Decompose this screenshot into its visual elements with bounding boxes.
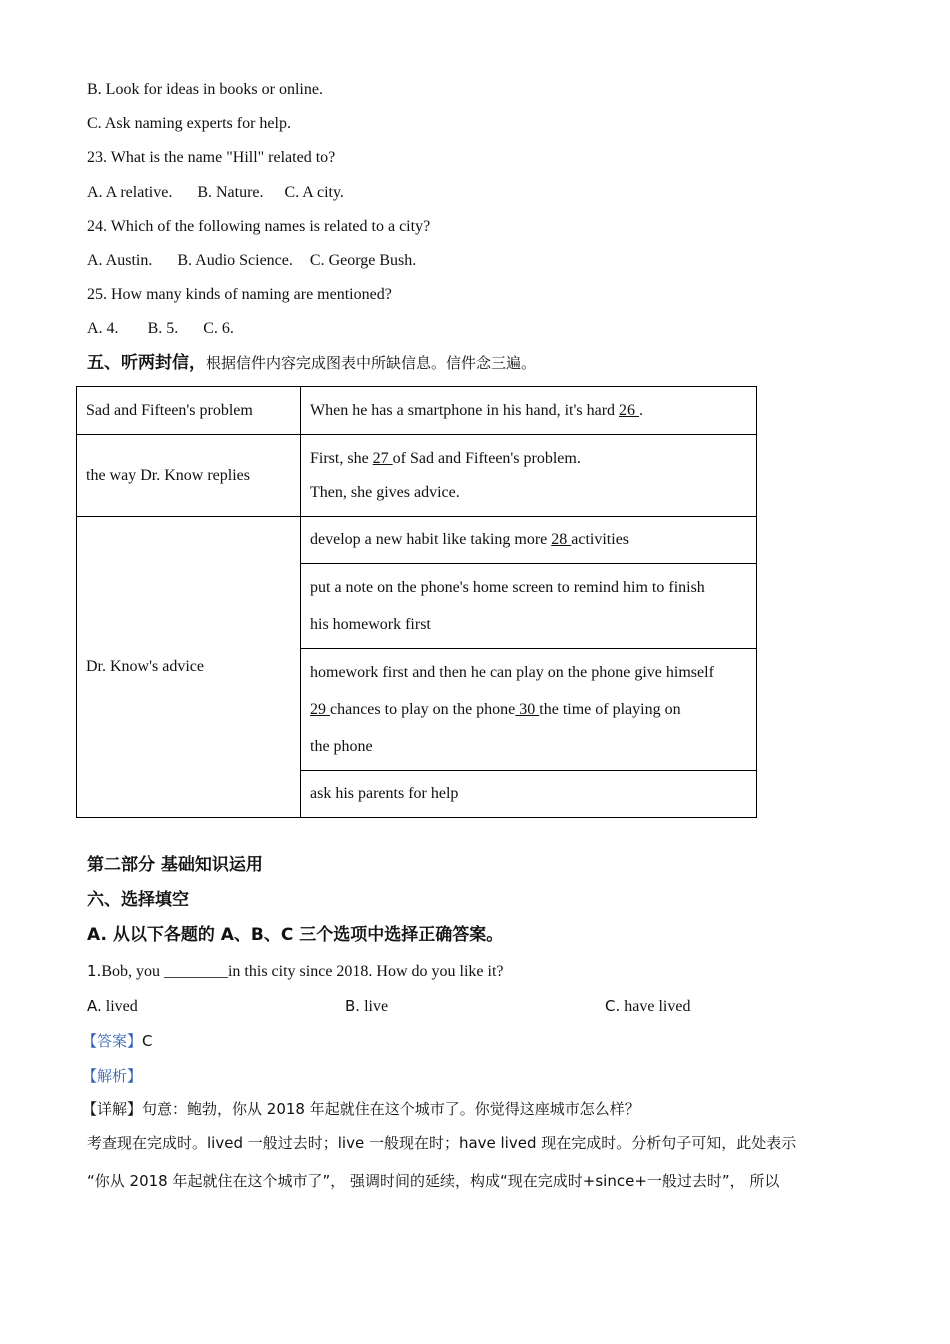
part-2-heading: 第二部分 基础知识运用 [87,855,263,875]
section-5-heading [87,353,536,374]
table-row [77,387,757,435]
q23-option-c: C. A city. [284,184,344,201]
answer-label: 【答案】 [82,1032,143,1050]
q25-option-b: B. 5. [147,320,179,337]
letter-info-table [76,386,757,818]
blank-28: 28 [551,531,572,548]
answer-line [82,1031,153,1052]
explanation-line-1: 考查现在完成时。lived 一般过去时；live 一般现在时；have lived 现在完成时。分析句子可知，此处表示 [87,1134,797,1152]
blank-26: 26 [619,401,640,419]
blank-30: 30 [515,700,540,718]
reply-advice-line: Then, she gives advice. [310,483,460,501]
option-b-text: B. Look for ideas in books or online. [87,81,323,98]
question-23-options [87,183,344,203]
question-1-options [87,996,690,1017]
blank-29: 29 [310,700,330,718]
row-content-problem: When he has a smartphone in his hand, it's hard 26 . [301,387,757,435]
q23-option-b: B. Nature. [197,184,264,201]
q24-option-a: A. Austin. [87,252,153,269]
question-1-number: 1. [87,962,102,980]
advice-parents: ask his parents for help [301,771,757,818]
question-25: 25. How many kinds of naming are mentioned? [87,286,392,303]
option-c-text: C. Ask naming experts for help. [87,115,291,132]
q25-option-c: C. 6. [203,320,234,337]
row-label-problem: Sad and Fifteen's problem [77,387,301,435]
q1-option-b: B. live [345,997,389,1015]
section-5-instruction: 根据信件内容完成图表中所缺信息。信件念三遍。 [206,354,537,372]
analysis-label: 【解析】 [82,1067,143,1085]
q24-option-c: C. George Bush. [309,252,417,269]
q24-option-b: B. Audio Science. [177,252,293,269]
advice-note: put a note on the phone's home screen to remind him to finish his homework first [301,564,757,649]
section-a-instruction: A. 从以下各题的 A、B、C 三个选项中选择正确答案。 [87,925,504,945]
detail-label: 【详解】 [82,1100,143,1118]
section-5-title: 五、听两封信， [87,353,206,373]
advice-habit: develop a new habit like taking more 28 activities [301,517,757,564]
question-25-options [87,319,234,339]
detail-text: 句意：鲍勃，你从 2018 年起就住在这个城市了。你觉得这座城市怎么样？ [142,1100,640,1118]
q23-option-a: A. A relative. [87,184,173,201]
answer-value: C [142,1032,153,1050]
detail-line [82,1099,640,1120]
question-1-text: Bob, you ________in this city since 2018. How do you like it? [101,963,504,980]
q25-option-a: A. 4. [87,320,119,337]
q1-option-c: C. have lived [605,997,691,1015]
row-label-advice: Dr. Know's advice [77,517,301,818]
table-row [77,435,757,517]
explanation-line-2: “你从 2018 年起就住在这个城市了”， 强调时间的延续，构成“现在完成时+since+一般过去时”， 所以 [87,1172,780,1190]
question-1 [87,961,504,982]
table-row [77,517,757,564]
question-24-options [87,251,416,271]
section-6-heading: 六、选择填空 [87,890,189,910]
advice-chances: homework first and then he can play on the phone give himself 29 chances to play on the phone 30 the time of playing on the phone [301,649,757,771]
blank-27: 27 [372,449,393,467]
question-23: 23. What is the name "Hill" related to? [87,149,336,166]
row-content-reply: First, she 27 of Sad and Fifteen's problem. Then, she gives advice. [301,435,757,517]
q1-option-a: A. lived [87,997,138,1015]
question-24: 24. Which of the following names is related to a city? [87,218,431,235]
row-label-reply: the way Dr. Know replies [77,435,301,517]
